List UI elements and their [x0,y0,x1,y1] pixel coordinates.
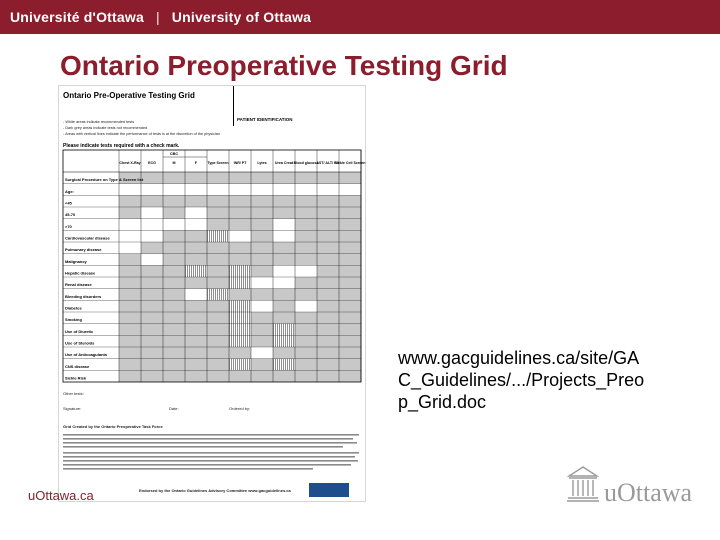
check-mark-instruction: Please indicate tests required with a check mark. [63,143,180,149]
grid-row-label: Use of Anticoagulants [65,352,108,358]
grid-row-label: CNS disease [65,363,90,369]
grid-column-header: Type Screen [207,161,229,165]
grid-row-label: Hepatic disease [65,270,96,276]
testing-grid-document [58,85,366,502]
brand-fr: Université d'Ottawa [10,9,144,25]
header-bar [0,0,720,34]
grid-row-label: Renal disease [65,282,92,288]
source-url[interactable] [398,347,698,413]
grid-column-header: INR/ PT [233,161,247,165]
patient-identification-label: PATIENT IDENTIFICATION [237,117,293,122]
brand-en: University of Ottawa [171,9,312,25]
signature-line: Signature: [63,406,82,411]
brand-separator: | [155,9,160,25]
footer-brand: uOttawa [604,478,693,507]
grid-row-label: >70 [65,223,72,229]
grid-row-label: Use of Steroids [65,340,95,346]
grid-credit-line: Grid Created by the Ontario Preoperative Task Force [63,424,163,429]
grid-row-label: Surgical Procedure on Type & Screen list [65,177,144,183]
other-tests-line: Other tests: [63,391,84,396]
instruction-line: - Dark grey areas indicate tests not recommended [63,126,148,130]
grid-column-header: F [194,161,198,165]
endorsement-line: Endorsed by the Ontario Guidelines Advisory Committee www.gacguidelines.ca [139,488,291,493]
ordered-by-line: Ordered by: [229,406,251,411]
url-line: C_Guidelines/.../Projects_Preo [398,370,645,390]
grid-column-header: AST/ ALT/ Bili [316,161,340,165]
grid-column-header: Lytes [257,161,267,165]
grid-row-label: Malignancy [65,258,87,264]
university-building-icon [566,464,600,504]
grid-column-header: Urea Creat [274,161,294,165]
instruction-line: - White areas indicate recommended tests [63,120,135,124]
url-line: www.gacguidelines.ca/site/GA [398,348,640,368]
grid-row-label: Smoking [65,317,82,323]
grid-column-header: Chest X-Ray [119,161,141,165]
grid-row-label: Cardiovascular disease [65,235,110,241]
grid-column-header: M [172,161,176,165]
grid-row-label: <45 [65,200,72,206]
grid-row-label: Diabetes [65,305,82,311]
grid-row-label: Pulmonary disease [65,247,102,253]
footer-website[interactable]: uOttawa.ca [28,488,94,503]
grid-row-label: 45-70 [65,212,76,218]
university-brand [10,9,311,25]
gac-logo [309,483,349,497]
fine-print-block [63,432,361,482]
cbc-header: CBC [169,152,179,156]
grid-row-label: Sickle Risk [65,375,87,381]
slide-title: Ontario Preoperative Testing Grid [60,50,508,81]
url-line: p_Grid.doc [398,392,487,412]
testing-grid-table [63,150,366,382]
grid-row-label: Bleeding disorders [65,293,102,299]
date-line: Date: [169,406,179,411]
fine-print-lines [63,432,361,482]
document-title: Ontario Pre-Operative Testing Grid [63,91,195,100]
grid-column-header: Sickle Cell Screen [334,161,366,165]
instruction-line: - Areas with vertical lines indicate the performance of tests is at the discretion of the physician [63,132,221,136]
patient-identification-box [233,86,362,126]
grid-column-header: ECG [148,161,156,165]
grid-row-label: Age: [65,188,74,194]
grid-column-header: Blood glucose [293,161,319,165]
grid-row-label: Use of Diuretic [65,328,94,334]
